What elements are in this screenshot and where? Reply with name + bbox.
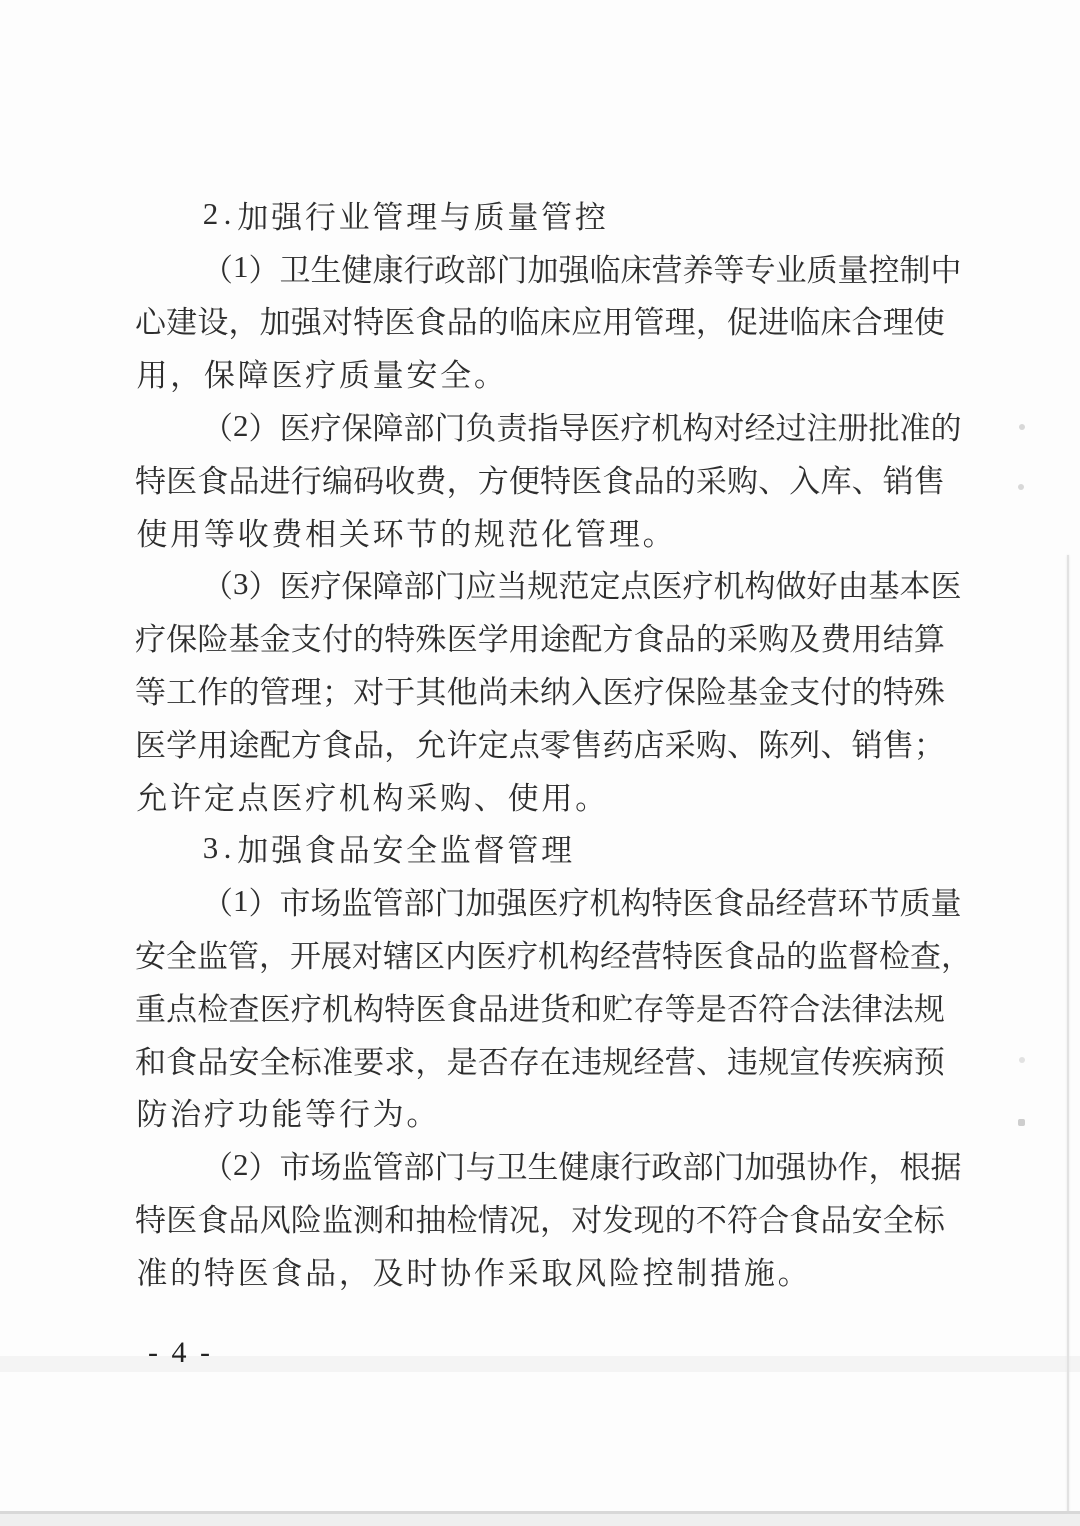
text-line: （ 2 ） 医 疗 保 障 部 门 负 责 指 导 医 疗 机 构 对 经 过 注 册 批 准 的 — [202, 407, 962, 447]
page-number: - 4 - — [148, 1336, 213, 1369]
section-heading: 2 . 加 强 行 业 管 理 与 质 量 管 控 — [202, 196, 606, 235]
text-line: （ 1 ） 卫 生 健 康 行 政 部 门 加 强 临 床 营 养 等 专 业 质 量 控 制 中 — [202, 249, 962, 288]
text-line: （ 1 ） 市 场 监 管 部 门 加 强 医 疗 机 构 特 医 食 品 经 营 环 节 质 量 — [202, 882, 962, 922]
scan-speck — [1018, 1119, 1025, 1126]
scan-speck — [1019, 1057, 1025, 1063]
text-line: （ 2 ） 市 场 监 管 部 门 与 卫 生 健 康 行 政 部 门 加 强 协 作 ， 根 据 — [202, 1146, 962, 1186]
text-line: 安 全 监 管 ， 开 展 对 辖 区 内 医 疗 机 构 经 营 特 医 食 品 的 监 督 检 查 ， — [135, 939, 972, 975]
text-line: （ 3 ） 医 疗 保 障 部 门 应 当 规 范 定 点 医 疗 机 构 做 好 由 基 本 医 — [202, 565, 962, 605]
text-line: 特 医 食 品 风 险 监 测 和 抽 检 情 况 ， 对 发 现 的 不 符 合 食 品 安 全 标 — [135, 1203, 945, 1239]
scan-speck — [1018, 484, 1024, 490]
text-line: 和 食 品 安 全 标 准 要 求 ， 是 否 存 在 违 规 经 营 、 违 规 宣 传 疾 病 预 — [135, 1044, 945, 1080]
section-heading: 3 . 加 强 食 品 安 全 监 督 管 理 — [202, 829, 573, 869]
text-line: 用 ， 保 障 医 疗 质 量 安 全 。 — [136, 358, 505, 394]
text-line: 等 工 作 的 管 理 ； 对 于 其 他 尚 未 纳 入 医 疗 保 险 基 金 支 付 的 特 殊 — [135, 675, 945, 711]
text-line: 允 许 定 点 医 疗 机 构 采 购 、 使 用 。 — [136, 780, 607, 816]
page-bottom-strip — [0, 1514, 1080, 1526]
text-line: 重 点 检 查 医 疗 机 构 特 医 食 品 进 货 和 贮 存 等 是 否 符 合 法 律 法 规 — [135, 991, 945, 1027]
document-body — [135, 188, 972, 1297]
text-line: 医 学 用 途 配 方 食 品 ， 允 许 定 点 零 售 药 店 采 购 、 陈 列 、 销 售 ； — [135, 727, 945, 763]
text-line: 防 治 疗 功 能 等 行 为 。 — [136, 1097, 438, 1133]
text-line: 疗 保 险 基 金 支 付 的 特 殊 医 学 用 途 配 方 食 品 的 采 购 及 费 用 结 算 — [135, 622, 945, 658]
page-edge-line — [1067, 555, 1069, 1526]
text-line: 准 的 特 医 食 品 ， 及 时 协 作 采 取 风 险 控 制 措 施 。 — [136, 1255, 809, 1291]
text-line: 使 用 等 收 费 相 关 环 节 的 规 范 化 管 理 。 — [136, 516, 674, 552]
scan-speck — [1019, 424, 1025, 430]
text-line: 心 建 设 ， 加 强 对 特 医 食 品 的 临 床 应 用 管 理 ， 促 进 临 床 合 理 使 — [135, 305, 945, 341]
text-line: 特 医 食 品 进 行 编 码 收 费 ， 方 便 特 医 食 品 的 采 购 、 入 库 、 销 售 — [135, 463, 945, 499]
